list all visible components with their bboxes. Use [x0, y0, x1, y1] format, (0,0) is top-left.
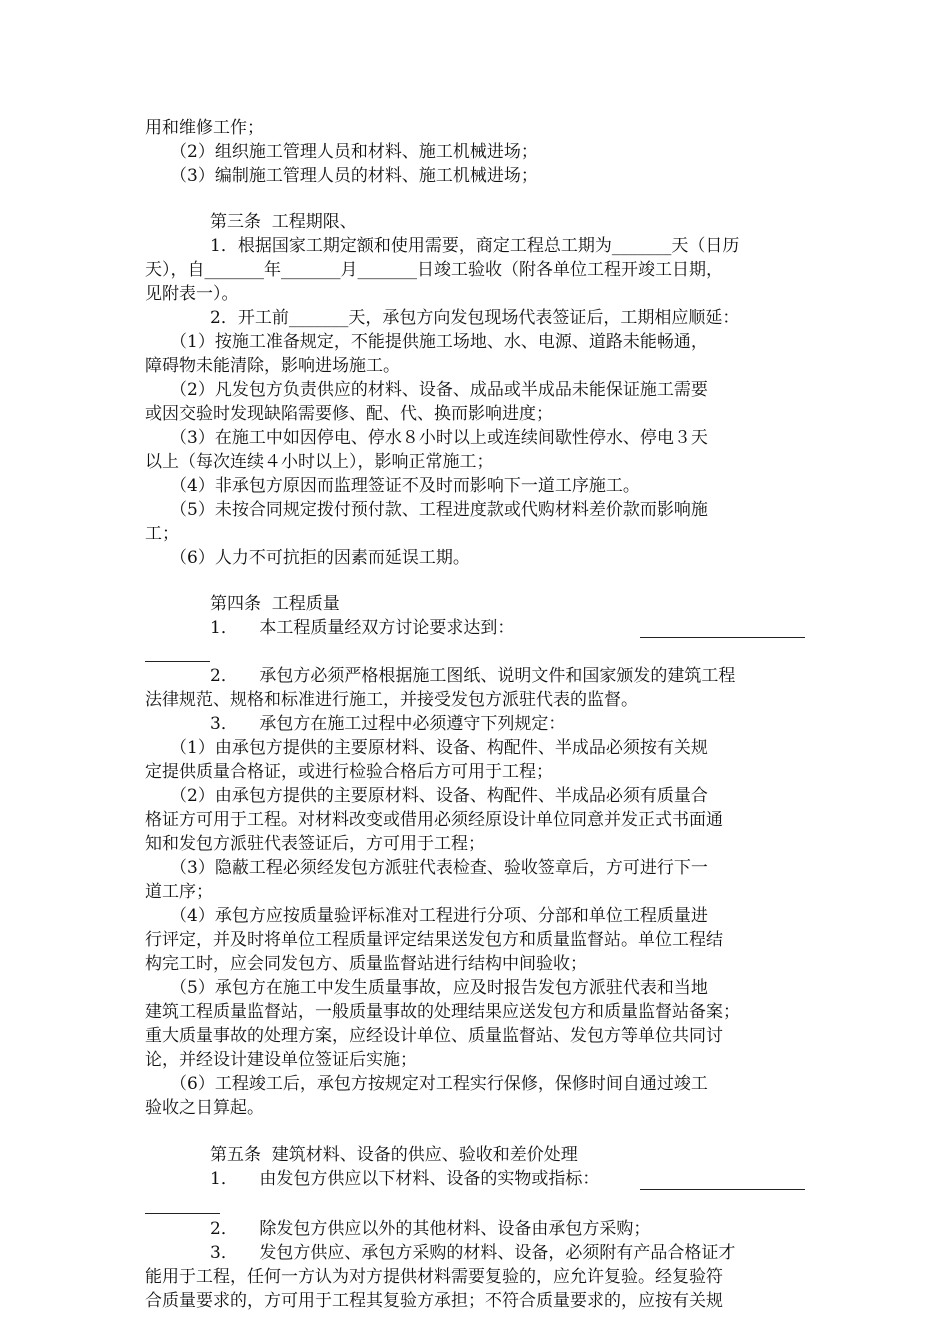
- list-item: （4）非承包方原因而监理签证不及时而影响下一道工序施工。: [170, 476, 640, 496]
- paragraph-line: 能用于工程，任何一方认为对方提供材料需要复验的，应允许复验。经复验符: [145, 1267, 723, 1287]
- paragraph-line: 用和维修工作；: [145, 118, 264, 138]
- paragraph-line: 或因交验时发现缺陷需要修、配、代、换而影响进度；: [145, 404, 553, 424]
- clause-4-2: 2． 承包方必须严格根据施工图纸、说明文件和国家颁发的建筑工程: [210, 666, 736, 686]
- list-item: （6）人力不可抗拒的因素而延误工期。: [170, 548, 470, 568]
- clause-5-1: 1． 由发包方供应以下材料、设备的实物或指标：: [210, 1169, 600, 1189]
- clause-4-1: 1． 本工程质量经双方讨论要求达到：: [210, 618, 515, 638]
- blank-fill-line: [145, 661, 210, 662]
- paragraph-line: 论，并经设计建设单位签证后实施；: [145, 1050, 417, 1070]
- section-heading-article-3: 第三条 工程期限、: [210, 212, 357, 232]
- paragraph-line: 工；: [145, 524, 179, 544]
- list-item: （1）按施工准备规定，不能提供施工场地、水、电源、道路未能畅通，: [170, 332, 708, 352]
- list-item: （2）由承包方提供的主要原材料、设备、构配件、半成品必须有质量合: [170, 786, 708, 806]
- blank-fill-line: [640, 1189, 805, 1190]
- paragraph-line: 建筑工程质量监督站，一般质量事故的处理结果应送发包方和质量监督站备案；: [145, 1002, 740, 1022]
- clause-5-2: 2． 除发包方供应以外的其他材料、设备由承包方采购；: [210, 1219, 651, 1239]
- paragraph-line: 见附表一）。: [145, 284, 239, 304]
- list-item: （3）在施工中如因停电、停水８小时以上或连续间歇性停水、停电３天: [170, 428, 708, 448]
- paragraph-line: 定提供质量合格证，或进行检验合格后方可用于工程；: [145, 762, 553, 782]
- paragraph-line: 格证方可用于工程。对材料改变或借用必须经原设计单位同意并发正式书面通: [145, 810, 723, 830]
- list-item: （3）隐蔽工程必须经发包方派驻代表检查、验收签章后，方可进行下一: [170, 858, 708, 878]
- paragraph-line: 重大质量事故的处理方案，应经设计单位、质量监督站、发包方等单位共同讨: [145, 1026, 723, 1046]
- section-heading-article-5: 第五条 建筑材料、设备的供应、验收和差价处理: [210, 1145, 578, 1165]
- paragraph-line: 以上（每次连续４小时以上），影响正常施工；: [145, 452, 494, 472]
- list-item: （4）承包方应按质量验评标准对工程进行分项、分部和单位工程质量进: [170, 906, 708, 926]
- list-item: （3）编制施工管理人员的材料、施工机械进场；: [170, 166, 538, 186]
- blank-fill-line: [640, 637, 805, 638]
- list-item: （5）承包方在施工中发生质量事故，应及时报告发包方派驻代表和当地: [170, 978, 708, 998]
- paragraph-line: 道工序；: [145, 882, 213, 902]
- list-item: （1）由承包方提供的主要原材料、设备、构配件、半成品必须按有关规: [170, 738, 708, 758]
- list-item: （5）未按合同规定拨付预付款、工程进度款或代购材料差价款而影响施: [170, 500, 708, 520]
- paragraph-line: 构完工时，应会同发包方、质量监督站进行结构中间验收；: [145, 954, 587, 974]
- paragraph-line: 障碍物未能清除，影响进场施工。: [145, 356, 400, 376]
- section-heading-article-4: 第四条 工程质量: [210, 594, 340, 614]
- clause-5-3: 3． 发包方供应、承包方采购的材料、设备，必须附有产品合格证才: [210, 1243, 736, 1263]
- clause-4-3: 3． 承包方在施工过程中必须遵守下列规定：: [210, 714, 566, 734]
- paragraph-line: 合质量要求的，方可用于工程其复验方承担；不符合质量要求的，应按有关规: [145, 1291, 723, 1311]
- clause-3-2: 2．开工前_______天，承包方向发包现场代表签证后，工期相应顺延：: [210, 308, 740, 328]
- clause-3-1: 1．根据国家工期定额和使用需要，商定工程总工期为_______天（日历: [210, 236, 740, 256]
- list-item: （6）工程竣工后，承包方按规定对工程实行保修，保修时间自通过竣工: [170, 1074, 708, 1094]
- list-item: （2）凡发包方负责供应的材料、设备、成品或半成品未能保证施工需要: [170, 380, 708, 400]
- blank-fill-line: [145, 1213, 220, 1214]
- paragraph-line: 天），自_______年_______月_______日竣工验收（附各单位工程开竣工日期，: [145, 260, 723, 280]
- paragraph-line: 验收之日算起。: [145, 1098, 264, 1118]
- paragraph-line: 法律规范、规格和标准进行施工，并接受发包方派驻代表的监督。: [145, 690, 638, 710]
- list-item: （2）组织施工管理人员和材料、施工机械进场；: [170, 142, 538, 162]
- paragraph-line: 行评定，并及时将单位工程质量评定结果送发包方和质量监督站。单位工程结: [145, 930, 723, 950]
- paragraph-line: 知和发包方派驻代表签证后，方可用于工程；: [145, 834, 485, 854]
